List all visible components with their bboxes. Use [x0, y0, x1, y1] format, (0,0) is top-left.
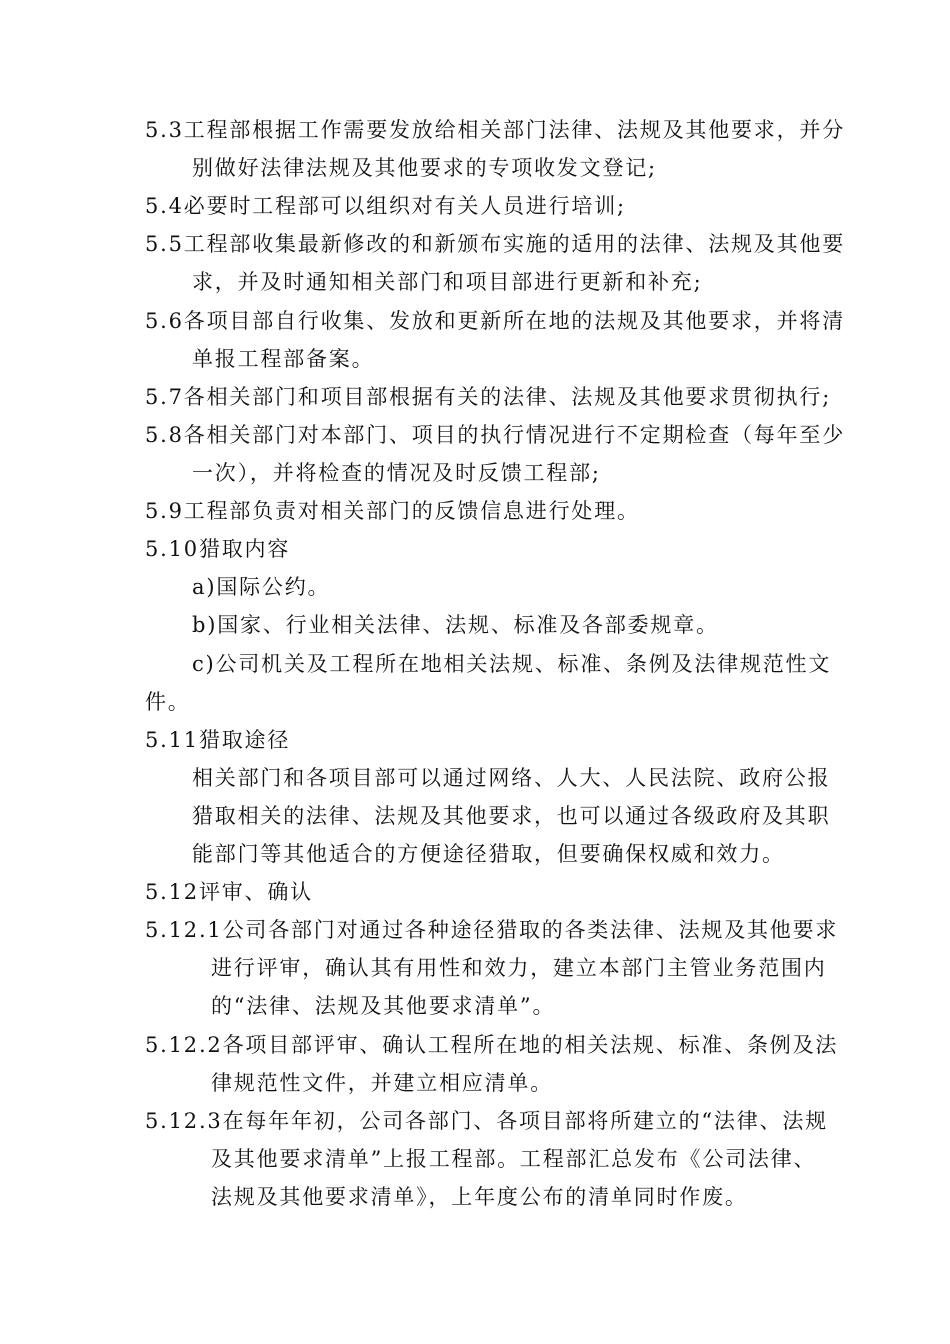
text-line: 5.6各项目部自行收集、发放和更新所在地的法规及其他要求，并将清: [145, 309, 845, 333]
text-line: 及其他要求清单”上报工程部。工程部汇总发布《公司法律、: [211, 1147, 817, 1171]
text-line: 5.7各相关部门和项目部根据有关的法律、法规及其他要求贯彻执行;: [145, 385, 832, 409]
text-line: 单报工程部备案。: [192, 347, 375, 371]
text-line: 法规及其他要求清单》，上年度公布的清单同时作废。: [211, 1185, 748, 1209]
text-line: 5.12.2各项目部评审、确认工程所在地的相关法规、标准、条例及法: [145, 1033, 839, 1057]
text-line: 能部门等其他适合的方便途径猎取，但要确保权威和效力。: [192, 842, 785, 866]
text-line: 5.5工程部收集最新修改的和新颁布实施的适用的法律、法规及其他要: [145, 232, 845, 256]
text-line: 律规范性文件，并建立相应清单。: [211, 1071, 553, 1095]
text-line: 相关部门和各项目部可以通过网络、人大、人民法院、政府公报: [192, 766, 831, 790]
section-heading: 5.11猎取途径: [145, 728, 291, 752]
list-item: c)公司机关及工程所在地相关法规、标准、条例及法律规范性文: [192, 652, 832, 676]
text-line: 5.9工程部负责对相关部门的反馈信息进行处理。: [145, 499, 640, 523]
section-heading: 5.10猎取内容: [145, 537, 291, 561]
text-line: 5.12.3在每年年初，公司各部门、各项目部将所建立的“法律、法规: [145, 1109, 828, 1133]
text-line: 5.4必要时工程部可以组织对有关人员进行培训;: [145, 194, 626, 218]
text-line: 求，并及时通知相关部门和项目部进行更新和补充;: [192, 270, 703, 294]
list-item: a)国际公约。: [192, 575, 331, 599]
text-line: 进行评审，确认其有用性和效力，建立本部门主管业务范围内: [211, 956, 827, 980]
text-line: 件。: [145, 690, 191, 714]
list-item: b)国家、行业相关法律、法规、标准及各部委规章。: [192, 613, 719, 637]
text-line: 5.8各相关部门对本部门、项目的执行情况进行不定期检查（每年至少: [145, 423, 845, 447]
text-line: 的“法律、法规及其他要求清单”。: [211, 994, 556, 1018]
text-line: 一次），并将检查的情况及时反馈工程部;: [192, 461, 601, 485]
section-heading: 5.12评审、确认: [145, 880, 313, 904]
text-line: 5.12.1公司各部门对通过各种途径猎取的各类法律、法规及其他要求: [145, 918, 839, 942]
text-line: 猎取相关的法律、法规及其他要求，也可以通过各级政府及其职: [192, 804, 831, 828]
text-line: 别做好法律法规及其他要求的专项收发文登记;: [192, 156, 657, 180]
text-line: 5.3工程部根据工作需要发放给相关部门法律、法规及其他要求，并分: [145, 118, 845, 142]
